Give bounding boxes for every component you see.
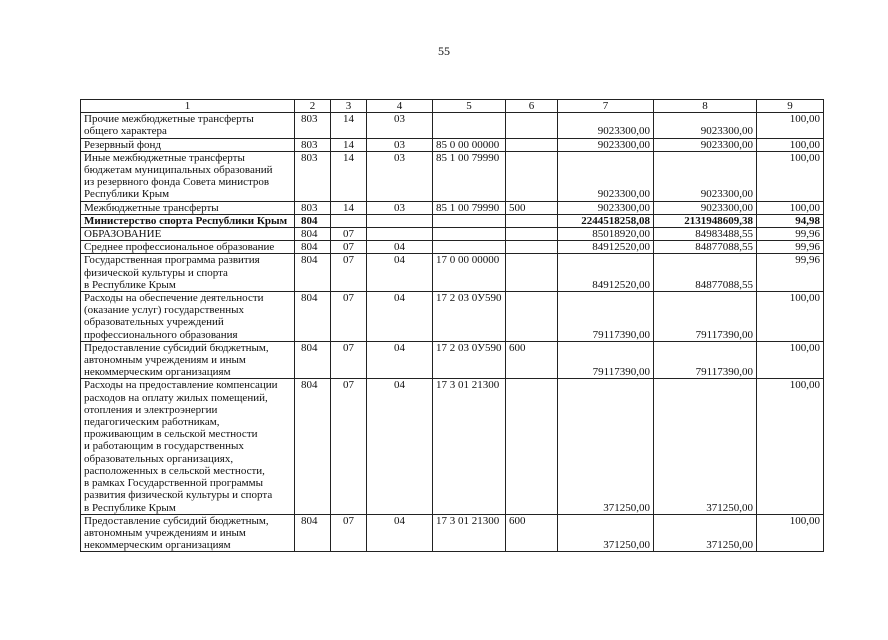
table-row bbox=[81, 214, 824, 227]
header-row bbox=[81, 100, 824, 113]
column-2-cell: 803 bbox=[295, 201, 331, 214]
column-3-cell: 07 bbox=[331, 341, 367, 379]
table-row bbox=[81, 379, 824, 514]
column-6-cell: 600 bbox=[506, 514, 558, 552]
column-5-cell: 17 0 00 00000 bbox=[433, 254, 506, 292]
column-6-cell bbox=[506, 214, 558, 227]
column-8-cell: 9023300,00 bbox=[654, 151, 757, 201]
column-3-cell: 14 bbox=[331, 151, 367, 201]
column-4-cell: 03 bbox=[367, 138, 433, 151]
column-9-cell: 100,00 bbox=[757, 341, 824, 379]
column-7-cell: 79117390,00 bbox=[558, 341, 654, 379]
column-9-cell: 100,00 bbox=[757, 113, 824, 138]
column-7-cell: 9023300,00 bbox=[558, 151, 654, 201]
column-4-cell: 04 bbox=[367, 241, 433, 254]
table-row bbox=[81, 151, 824, 201]
header-cell: 6 bbox=[506, 100, 558, 113]
column-5-cell: 85 1 00 79990 bbox=[433, 151, 506, 201]
column-5-cell: 85 0 00 00000 bbox=[433, 138, 506, 151]
column-5-cell: 17 2 03 0У590 bbox=[433, 341, 506, 379]
column-2-cell: 804 bbox=[295, 228, 331, 241]
header-cell: 8 bbox=[654, 100, 757, 113]
column-5-cell: 17 3 01 21300 bbox=[433, 379, 506, 514]
column-5-cell bbox=[433, 241, 506, 254]
column-5-cell: 17 2 03 0У590 bbox=[433, 292, 506, 342]
column-3-cell: 14 bbox=[331, 201, 367, 214]
column-4-cell: 03 bbox=[367, 151, 433, 201]
column-2-cell: 804 bbox=[295, 379, 331, 514]
column-7-cell: 2244518258,08 bbox=[558, 214, 654, 227]
table-row bbox=[81, 292, 824, 342]
column-4-cell: 04 bbox=[367, 341, 433, 379]
column-6-cell: 500 bbox=[506, 201, 558, 214]
column-5-cell: 85 1 00 79990 bbox=[433, 201, 506, 214]
column-7-cell: 84912520,00 bbox=[558, 241, 654, 254]
column-6-cell bbox=[506, 138, 558, 151]
table-row bbox=[81, 341, 824, 379]
column-8-cell: 9023300,00 bbox=[654, 113, 757, 138]
row-name-cell: Иные межбюджетные трансферты бюджетам муниципальных образований из резервного фонда Совета министров Республики Крым bbox=[81, 151, 295, 201]
column-2-cell: 803 bbox=[295, 138, 331, 151]
row-name-cell: Межбюджетные трансферты bbox=[81, 201, 295, 214]
row-name-cell: Прочие межбюджетные трансферты общего характера bbox=[81, 113, 295, 138]
table-row bbox=[81, 254, 824, 292]
column-9-cell: 94,98 bbox=[757, 214, 824, 227]
column-4-cell: 04 bbox=[367, 292, 433, 342]
column-3-cell: 07 bbox=[331, 228, 367, 241]
column-4-cell: 04 bbox=[367, 254, 433, 292]
column-8-cell: 84983488,55 bbox=[654, 228, 757, 241]
column-2-cell: 804 bbox=[295, 241, 331, 254]
row-name-cell: ОБРАЗОВАНИЕ bbox=[81, 228, 295, 241]
column-7-cell: 84912520,00 bbox=[558, 254, 654, 292]
column-2-cell: 804 bbox=[295, 214, 331, 227]
header-cell: 9 bbox=[757, 100, 824, 113]
column-8-cell: 79117390,00 bbox=[654, 292, 757, 342]
column-9-cell: 100,00 bbox=[757, 201, 824, 214]
row-name-cell: Министерство спорта Республики Крым bbox=[81, 214, 295, 227]
row-name-cell: Среднее профессиональное образование bbox=[81, 241, 295, 254]
table-row bbox=[81, 201, 824, 214]
column-6-cell bbox=[506, 151, 558, 201]
column-5-cell bbox=[433, 113, 506, 138]
column-8-cell: 371250,00 bbox=[654, 514, 757, 552]
column-2-cell: 804 bbox=[295, 341, 331, 379]
table-body bbox=[81, 100, 824, 552]
column-2-cell: 804 bbox=[295, 514, 331, 552]
column-8-cell: 84877088,55 bbox=[654, 254, 757, 292]
column-4-cell: 04 bbox=[367, 514, 433, 552]
column-3-cell bbox=[331, 214, 367, 227]
column-5-cell bbox=[433, 228, 506, 241]
row-name-cell: Предоставление субсидий бюджетным, автономным учреждениям и иным некоммерческим организациям bbox=[81, 514, 295, 552]
column-2-cell: 803 bbox=[295, 113, 331, 138]
column-3-cell: 14 bbox=[331, 113, 367, 138]
table-row bbox=[81, 514, 824, 552]
column-2-cell: 803 bbox=[295, 151, 331, 201]
budget-table bbox=[80, 99, 824, 552]
column-6-cell bbox=[506, 228, 558, 241]
column-8-cell: 9023300,00 bbox=[654, 201, 757, 214]
header-cell: 2 bbox=[295, 100, 331, 113]
column-3-cell: 07 bbox=[331, 241, 367, 254]
column-3-cell: 14 bbox=[331, 138, 367, 151]
header-cell: 3 bbox=[331, 100, 367, 113]
column-7-cell: 371250,00 bbox=[558, 514, 654, 552]
column-7-cell: 9023300,00 bbox=[558, 138, 654, 151]
header-cell: 5 bbox=[433, 100, 506, 113]
column-2-cell: 804 bbox=[295, 292, 331, 342]
column-7-cell: 85018920,00 bbox=[558, 228, 654, 241]
header-cell: 1 bbox=[81, 100, 295, 113]
row-name-cell: Предоставление субсидий бюджетным, автономным учреждениям и иным некоммерческим организациям bbox=[81, 341, 295, 379]
column-7-cell: 371250,00 bbox=[558, 379, 654, 514]
column-9-cell: 100,00 bbox=[757, 151, 824, 201]
column-3-cell: 07 bbox=[331, 254, 367, 292]
column-3-cell: 07 bbox=[331, 292, 367, 342]
column-4-cell: 04 bbox=[367, 379, 433, 514]
table-row bbox=[81, 138, 824, 151]
column-5-cell bbox=[433, 214, 506, 227]
table-row bbox=[81, 228, 824, 241]
column-4-cell: 03 bbox=[367, 113, 433, 138]
column-9-cell: 99,96 bbox=[757, 254, 824, 292]
column-9-cell: 99,96 bbox=[757, 228, 824, 241]
column-3-cell: 07 bbox=[331, 379, 367, 514]
column-6-cell bbox=[506, 113, 558, 138]
column-6-cell bbox=[506, 241, 558, 254]
header-cell: 4 bbox=[367, 100, 433, 113]
column-9-cell: 99,96 bbox=[757, 241, 824, 254]
row-name-cell: Резервный фонд bbox=[81, 138, 295, 151]
column-7-cell: 9023300,00 bbox=[558, 201, 654, 214]
column-9-cell: 100,00 bbox=[757, 379, 824, 514]
column-9-cell: 100,00 bbox=[757, 514, 824, 552]
column-9-cell: 100,00 bbox=[757, 138, 824, 151]
column-4-cell: 03 bbox=[367, 201, 433, 214]
row-name-cell: Расходы на предоставление компенсации расходов на оплату жилых помещений, отопления и электроэнергии педагогическим работникам, проживающим в сельской местности и работающим в государственных образовательных организациях, расположенных в сельской местности, в рамках Государственной программы развития физической культуры и спорта в Республике Крым bbox=[81, 379, 295, 514]
column-6-cell bbox=[506, 292, 558, 342]
column-3-cell: 07 bbox=[331, 514, 367, 552]
column-9-cell: 100,00 bbox=[757, 292, 824, 342]
column-7-cell: 79117390,00 bbox=[558, 292, 654, 342]
row-name-cell: Государственная программа развития физической культуры и спорта в Республике Крым bbox=[81, 254, 295, 292]
column-8-cell: 84877088,55 bbox=[654, 241, 757, 254]
column-2-cell: 804 bbox=[295, 254, 331, 292]
table-row bbox=[81, 241, 824, 254]
column-6-cell bbox=[506, 379, 558, 514]
table-row bbox=[81, 113, 824, 138]
column-6-cell bbox=[506, 254, 558, 292]
column-6-cell: 600 bbox=[506, 341, 558, 379]
page-number: 55 bbox=[438, 44, 450, 58]
column-8-cell: 2131948609,38 bbox=[654, 214, 757, 227]
column-5-cell: 17 3 01 21300 bbox=[433, 514, 506, 552]
row-name-cell: Расходы на обеспечение деятельности (оказание услуг) государственных образовательных учреждений профессионального образования bbox=[81, 292, 295, 342]
header-cell: 7 bbox=[558, 100, 654, 113]
column-8-cell: 9023300,00 bbox=[654, 138, 757, 151]
column-8-cell: 371250,00 bbox=[654, 379, 757, 514]
column-4-cell bbox=[367, 214, 433, 227]
column-7-cell: 9023300,00 bbox=[558, 113, 654, 138]
column-8-cell: 79117390,00 bbox=[654, 341, 757, 379]
column-4-cell bbox=[367, 228, 433, 241]
